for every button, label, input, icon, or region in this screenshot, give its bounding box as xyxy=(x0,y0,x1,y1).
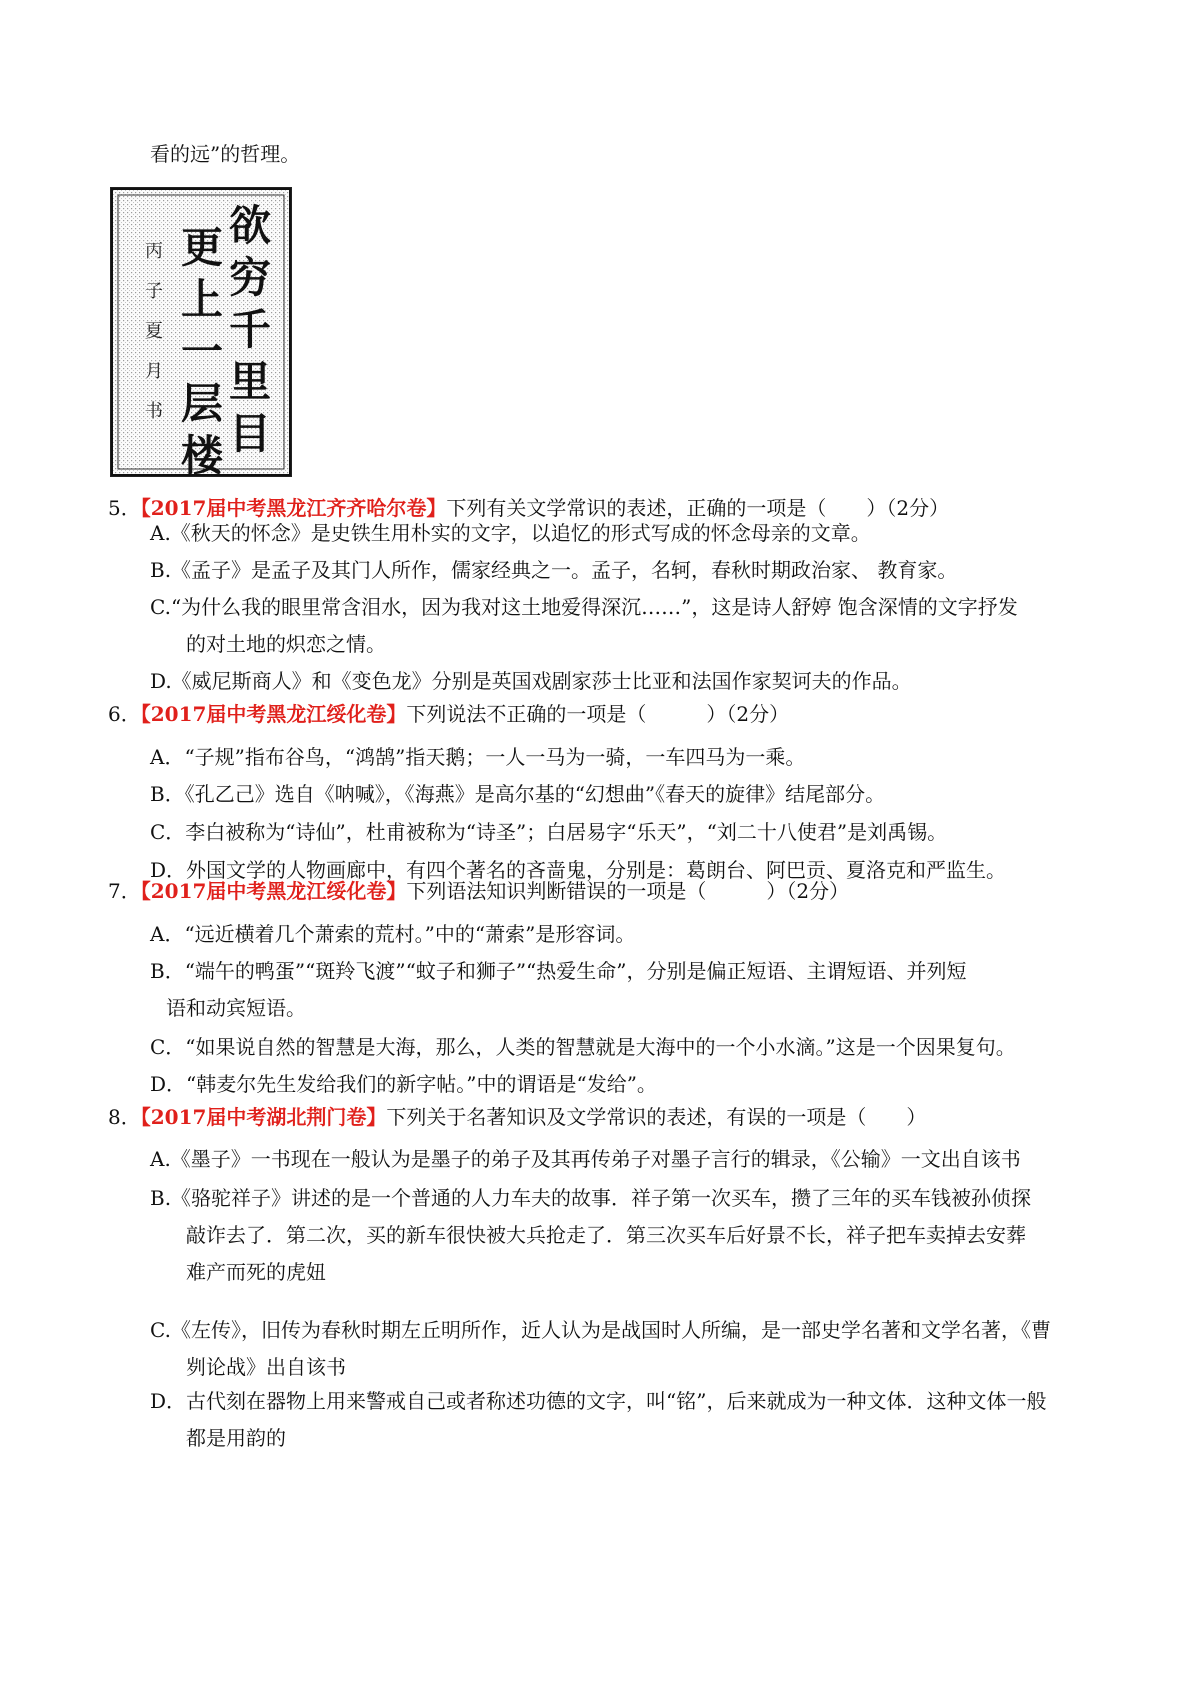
option-line: 语和动宾短语。 xyxy=(166,996,306,1020)
question-source: 【2017届中考黑龙江齐齐哈尔卷】 xyxy=(140,496,447,520)
question-stem xyxy=(108,700,789,728)
option-line: A．“远近横着几个萧索的荒村。”中的“萧索”是形容词。 xyxy=(150,922,636,946)
question-text: 下列语法知识判断错误的一项是（ ）（2分） xyxy=(406,879,850,903)
option-line: 都是用韵的 xyxy=(186,1426,286,1450)
option-line: 敲诈去了．第二次，买的新车很快被大兵抢走了．第三次买车后好景不长，祥子把车卖掉去安葬 xyxy=(186,1223,1026,1247)
option-line: A.《秋天的怀念》是史铁生用朴实的文字，以追忆的形式写成的怀念母亲的文章。 xyxy=(150,521,871,545)
option-line: C.《左传》，旧传为春秋时期左丘明所作，近人认为是战国时人所编，是一部史学名著和文学名著，《曹 xyxy=(150,1318,1051,1342)
option-line: B.《骆驼祥子》讲述的是一个普通的人力车夫的故事．祥子第一次买车，攒了三年的买车钱被孙侦探 xyxy=(150,1186,1032,1210)
option-line: 刿论战》出自该书 xyxy=(186,1355,346,1379)
question-stem xyxy=(108,494,949,522)
option-line: A.《墨子》一书现在一般认为是墨子的弟子及其再传弟子对墨子言行的辑录，《公输》一文出自该书 xyxy=(150,1147,1021,1171)
calligraphy-image xyxy=(110,187,292,480)
option-line: C．“如果说自然的智慧是大海，那么，人类的智慧就是大海中的一个小水滴。”这是一个因果复句。 xyxy=(150,1035,1016,1059)
option-line: A．“子规”指布谷鸟，“鸿鹄”指天鹅；一人一马为一骑，一车四马为一乘。 xyxy=(150,745,806,769)
option-line: D．“韩麦尔先生发给我们的新字帖。”中的谓语是“发给”。 xyxy=(150,1072,657,1096)
option-line: 的对土地的炽恋之情。 xyxy=(186,632,386,656)
option-line: D．古代刻在器物上用来警戒自己或者称述功德的文字，叫“铭”，后来就成为一种文体．这种文体一般 xyxy=(150,1389,1047,1413)
question-number: 7． xyxy=(108,879,141,903)
question-source: 【2017届中考湖北荆门卷】 xyxy=(140,1105,387,1129)
option-line: B．“端午的鸭蛋”“斑羚飞渡”“蚊子和狮子”“热爱生命”，分别是偏正短语、主谓短语、并列短 xyxy=(150,959,967,983)
question-text: 下列关于名著知识及文学常识的表述，有误的一项是（ ） xyxy=(386,1105,927,1129)
option-line: D.《威尼斯商人》和《变色龙》分别是英国戏剧家莎士比亚和法国作家契诃夫的作品。 xyxy=(150,669,912,693)
calligraphy-left-column: 更上一层楼 xyxy=(181,223,224,480)
question-number: 8． xyxy=(108,1105,141,1129)
question-number: 5． xyxy=(108,496,141,520)
question-number: 6． xyxy=(108,702,141,726)
intro-text: 看的远”的哲理。 xyxy=(150,142,301,166)
option-line: B．《孔乙己》选自《呐喊》，《海燕》是高尔基的“幻想曲”《春天的旋律》结尾部分。 xyxy=(150,782,886,806)
option-line: C.“为什么我的眼里常含泪水，因为我对这土地爱得深沉……”，这是诗人舒婷 饱含深情的文字抒发 xyxy=(150,595,1018,619)
option-line: B.《孟子》是孟子及其门人所作，儒家经典之一。孟子，名轲，春秋时期政治家、 教育家。 xyxy=(150,558,958,582)
calligraphy-right-column: 欲穷千里目 xyxy=(229,201,272,458)
option-line: D．外国文学的人物画廊中，有四个著名的吝啬鬼，分别是：葛朗台、阿巴贡、夏洛克和严监生。 xyxy=(150,858,1007,882)
question-stem xyxy=(108,877,849,905)
option-line: 难产而死的虎妞 xyxy=(186,1260,326,1284)
question-source: 【2017届中考黑龙江绥化卷】 xyxy=(140,702,407,726)
question-source: 【2017届中考黑龙江绥化卷】 xyxy=(140,879,407,903)
option-line: C．李白被称为“诗仙”，杜甫被称为“诗圣”；白居易字“乐天”，“刘二十八使君”是刘禹锡。 xyxy=(150,820,948,844)
question-text: 下列说法不正确的一项是（ ）（2分） xyxy=(406,702,790,726)
question-text: 下列有关文学常识的表述，正确的一项是（ ）（2分） xyxy=(446,496,950,520)
question-stem xyxy=(108,1103,926,1131)
calligraphy-inscription: 丙子夏月书 xyxy=(145,241,163,422)
